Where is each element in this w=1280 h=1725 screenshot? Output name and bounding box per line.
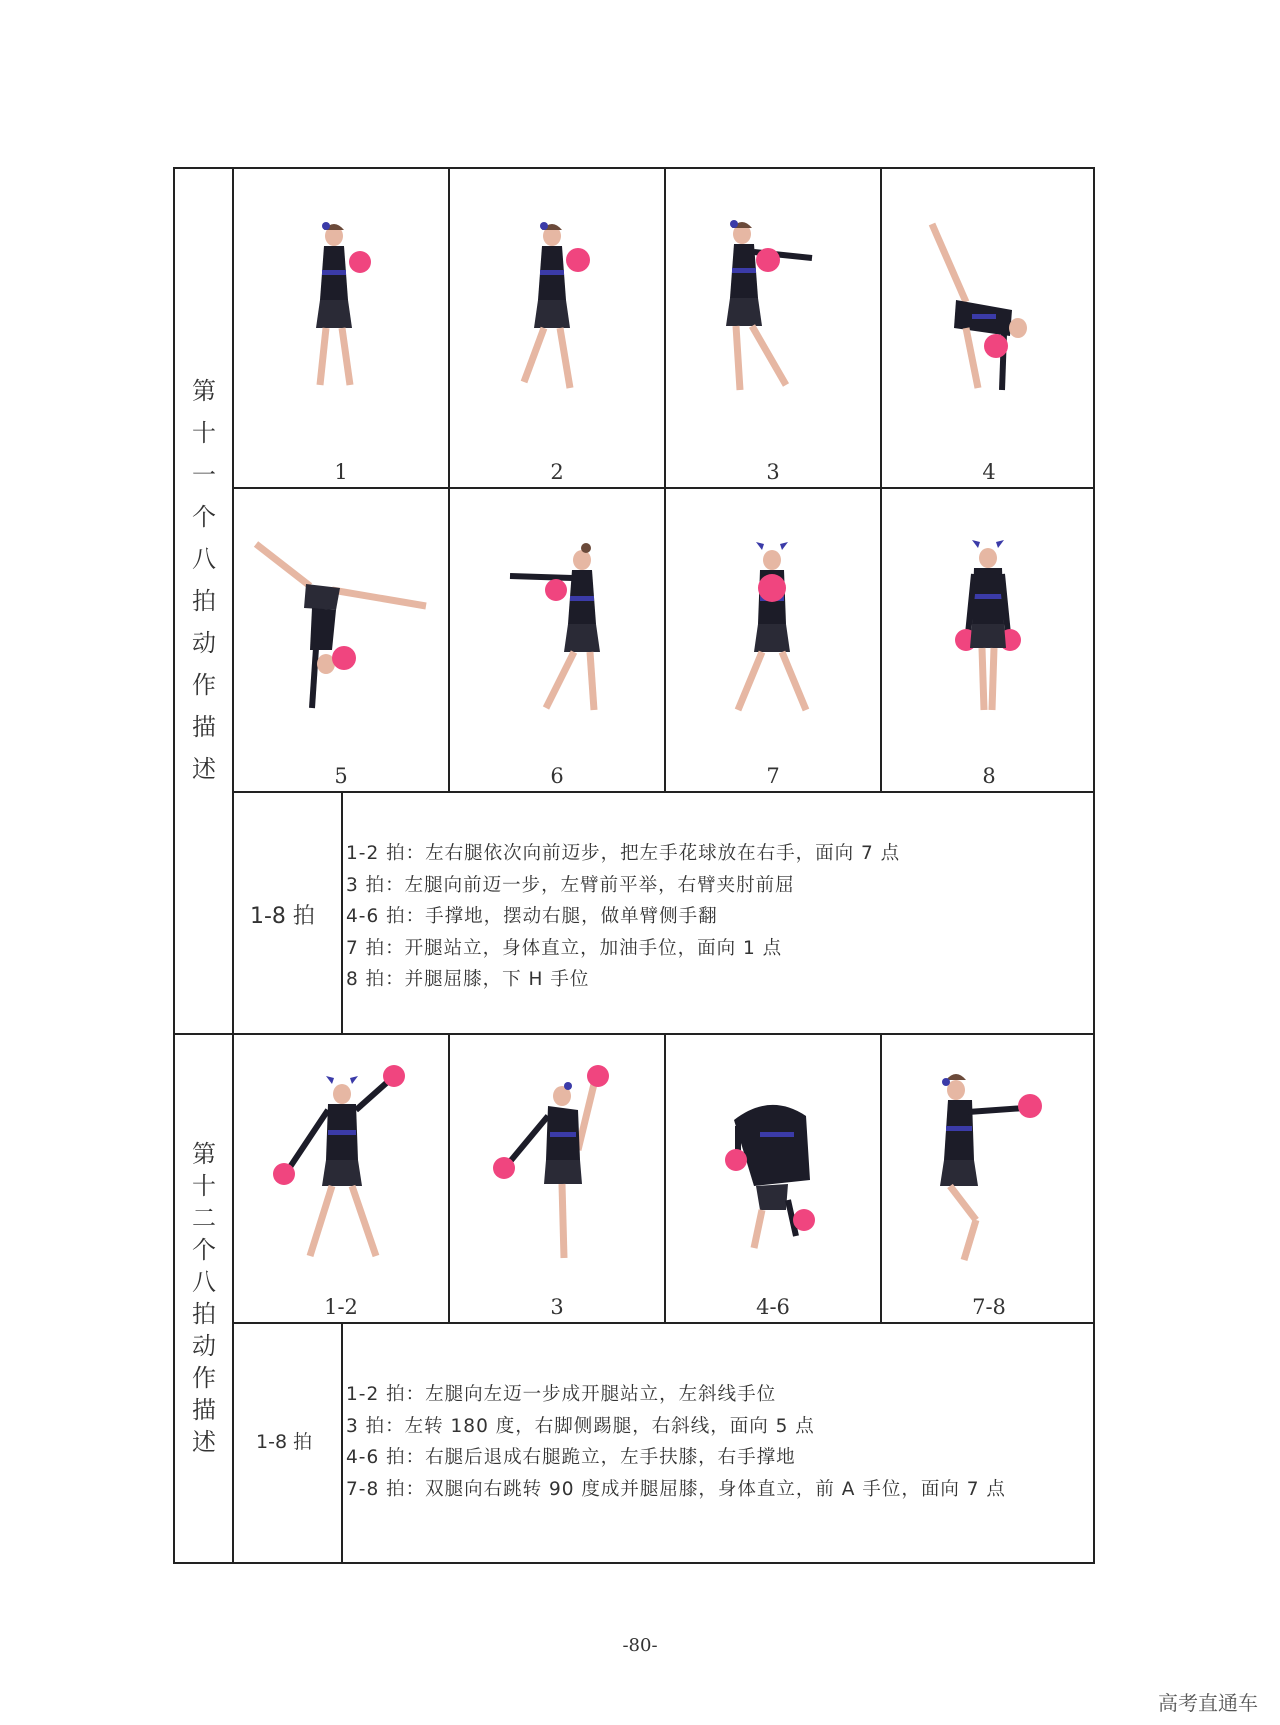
label-char: 描 [192, 713, 216, 741]
label-char: 八 [192, 1268, 216, 1296]
pose-caption: 2 [550, 460, 564, 484]
dancer-pose-11-8 [884, 530, 1094, 720]
label-char: 拍 [192, 587, 216, 615]
description-line: 3 拍：左转 180 度，右脚侧踢腿，右斜线，面向 5 点 [346, 1415, 815, 1437]
dancer-pose-11-7 [668, 530, 878, 720]
label-char: 动 [192, 629, 216, 657]
pose-caption: 3 [550, 1295, 564, 1319]
description-line: 7 拍：开腿站立，身体直立，加油手位，面向 1 点 [346, 937, 783, 959]
label-char: 第 [192, 1140, 216, 1168]
dancer-pose-12-4 [884, 1060, 1094, 1270]
description-line: 4-6 拍：手撑地，摆动右腿，做单臂侧手翻 [346, 906, 718, 927]
pose-caption: 6 [550, 764, 564, 788]
label-char: 作 [192, 1364, 216, 1392]
section-divider [173, 1033, 1095, 1035]
label-char: 拍 [192, 1300, 216, 1328]
label-char: 个 [192, 1236, 216, 1264]
pose-caption: 7-8 [972, 1295, 1006, 1319]
col-divider-s12-c [880, 1033, 882, 1323]
dancer-pose-12-1 [236, 1060, 446, 1270]
beat-label: 1-8 拍 [256, 1431, 313, 1453]
description-line: 3 拍：左腿向前迈一步，左臂前平举，右臂夹肘前屈 [346, 874, 795, 896]
dancer-pose-11-3 [668, 210, 878, 400]
move-description [346, 838, 900, 996]
label-char: 二 [192, 1204, 216, 1232]
watermark: 高考直通车 [1158, 1691, 1258, 1715]
label-char: 述 [192, 1428, 216, 1456]
section-11-label [190, 370, 218, 790]
description-line: 1-2 拍：左腿向左迈一步成开腿站立，左斜线手位 [346, 1384, 777, 1405]
pose-caption: 4-6 [756, 1295, 790, 1319]
label-char: 动 [192, 1332, 216, 1360]
description-line: 8 拍：并腿屈膝，下 H 手位 [346, 969, 590, 990]
label-column-divider [232, 167, 234, 1564]
pose-caption: 4 [982, 460, 996, 484]
dancer-pose-12-2 [452, 1060, 662, 1270]
description-line: 4-6 拍：右腿后退成右腿跪立，左手扶膝，右手撑地 [346, 1447, 796, 1468]
beat-divider-s11 [341, 791, 343, 1034]
description-line: 1-2 拍：左右腿依次向前迈步，把左手花球放在右手，面向 7 点 [346, 843, 901, 864]
dancer-pose-11-2 [452, 210, 662, 400]
label-char: 述 [192, 755, 216, 783]
page-number: -80- [622, 1635, 658, 1656]
col-divider-s12-b [664, 1033, 666, 1323]
pose-caption: 8 [982, 764, 996, 788]
label-char: 八 [192, 545, 216, 573]
move-description [346, 1379, 1006, 1505]
dancer-pose-12-3 [668, 1060, 878, 1270]
description-line: 7-8 拍：双腿向右跳转 90 度成并腿屈膝，身体直立，前 A 手位，面向 7 点 [346, 1478, 1006, 1500]
pose-caption: 5 [334, 764, 348, 788]
pose-caption: 1 [334, 460, 348, 484]
label-char: 十 [192, 419, 216, 447]
label-char: 一 [192, 461, 216, 489]
label-char: 十 [192, 1172, 216, 1200]
label-char: 描 [192, 1396, 216, 1424]
dancer-pose-11-6 [452, 530, 662, 720]
label-char: 个 [192, 503, 216, 531]
beat-label: 1-8 拍 [250, 904, 315, 929]
dancer-pose-11-5 [236, 530, 446, 720]
pose-caption: 3 [766, 460, 780, 484]
pose-caption: 1-2 [324, 1295, 358, 1319]
label-char: 第 [192, 377, 216, 405]
label-char: 作 [192, 671, 216, 699]
dancer-pose-11-1 [236, 210, 446, 400]
beat-divider-s12 [341, 1322, 343, 1564]
col-divider-s12-a [448, 1033, 450, 1323]
dancer-pose-11-4 [884, 210, 1094, 400]
pose-caption: 7 [766, 764, 780, 788]
section-12-label [190, 1138, 218, 1458]
